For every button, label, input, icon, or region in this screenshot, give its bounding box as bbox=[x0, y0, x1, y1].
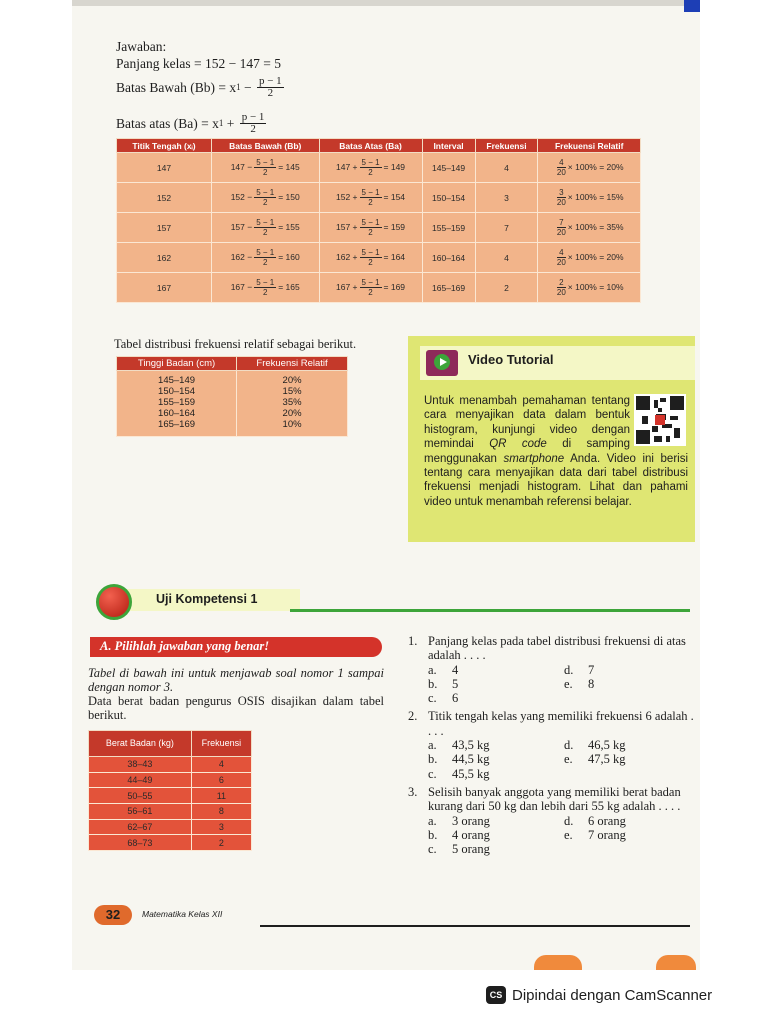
qr-module bbox=[670, 416, 678, 420]
bb-op: − bbox=[240, 79, 255, 95]
titik-tengah-cell: 162 bbox=[117, 243, 212, 273]
table-header-row bbox=[89, 731, 252, 757]
answer-option[interactable] bbox=[428, 752, 564, 766]
table-row bbox=[117, 243, 641, 273]
option-text: 5 bbox=[452, 676, 459, 691]
option-grid bbox=[408, 738, 700, 781]
ba-frac-den: 2 bbox=[368, 198, 373, 207]
qr-module bbox=[666, 436, 670, 442]
top-corner-mark bbox=[684, 0, 700, 12]
ba-pre: 157 + bbox=[336, 221, 358, 232]
bb-pre: 157 − bbox=[230, 221, 253, 232]
batas-atas-cell bbox=[319, 213, 422, 243]
ba-op: + bbox=[223, 115, 238, 131]
class-boundary-table bbox=[116, 138, 641, 303]
option-letter: a. bbox=[428, 738, 437, 753]
berat-cell: 56–61 bbox=[89, 804, 192, 820]
batas-atas-cell bbox=[319, 153, 422, 183]
option-letter: c. bbox=[428, 691, 437, 706]
fr-post: × 100% = 10% bbox=[567, 281, 624, 292]
ba-frac-den: 2 bbox=[368, 258, 373, 267]
bb-left: Batas Bawah (Bb) = x bbox=[116, 79, 237, 95]
option-text: 8 bbox=[588, 676, 595, 691]
ba-frac bbox=[360, 248, 382, 267]
option-text: 4 bbox=[452, 662, 459, 677]
uji-kompetensi-banner bbox=[90, 576, 690, 622]
frekuensi-relatif-cell bbox=[538, 183, 641, 213]
play-book-icon bbox=[426, 350, 458, 376]
bb-frac-num: 5 − 1 bbox=[256, 158, 275, 167]
titik-tengah-cell: 147 bbox=[117, 153, 212, 183]
relatif-value: 15% bbox=[282, 386, 302, 397]
qr-module bbox=[636, 396, 650, 410]
frekuensi-cell: 4 bbox=[475, 243, 538, 273]
page-footer bbox=[90, 905, 690, 925]
option-letter: d. bbox=[564, 813, 574, 828]
bb-frac bbox=[254, 158, 276, 177]
option-letter: d. bbox=[564, 738, 574, 753]
header-cell: Frekuensi bbox=[475, 139, 538, 153]
fr-post: × 100% = 35% bbox=[567, 221, 624, 232]
header-frek-relatif: Frekuensi Relatif bbox=[237, 357, 348, 371]
footer-rule bbox=[260, 925, 690, 927]
relatif-value: 10% bbox=[282, 419, 302, 430]
section-a-header bbox=[90, 637, 382, 657]
bb-frac bbox=[254, 278, 276, 297]
bb-frac-num: 5 − 1 bbox=[256, 278, 275, 287]
bb-frac-den: 2 bbox=[267, 86, 274, 99]
answer-option[interactable] bbox=[564, 752, 684, 766]
ba-pre: 167 + bbox=[336, 281, 358, 292]
orange-blob bbox=[534, 955, 582, 970]
question-text: Selisih banyak anggota yang memiliki berat badan kurang dari 50 kg dan lebih dari 55 kg adalah . . . . bbox=[428, 784, 681, 814]
batas-bawah-cell bbox=[211, 213, 319, 243]
video-text-3: Anda. Video ini berisi tentang cara menyajikan data dari tabel distribusi frekuensi menjadi histogram. Lihat dan pahami video untuk menambah referensi belajar. bbox=[424, 452, 689, 508]
titik-tengah-cell: 167 bbox=[117, 273, 212, 303]
answer-option[interactable] bbox=[428, 842, 564, 856]
table-header-row bbox=[117, 357, 348, 371]
berat-cell: 62–67 bbox=[89, 819, 192, 835]
frekuensi-cell: 11 bbox=[191, 788, 251, 804]
ba-pre: 162 + bbox=[336, 251, 358, 262]
option-text: 44,5 kg bbox=[452, 752, 490, 767]
relatif-column bbox=[237, 371, 348, 437]
answer-option[interactable] bbox=[428, 814, 564, 828]
fr-frac bbox=[557, 248, 566, 267]
table-row bbox=[89, 788, 252, 804]
camscanner-logo-icon: CS bbox=[486, 986, 506, 1004]
bb-post: = 145 bbox=[278, 161, 300, 172]
option-text: 4 orang bbox=[452, 827, 490, 842]
top-strip bbox=[72, 0, 700, 6]
fr-frac bbox=[557, 188, 566, 207]
header-cell: Batas Bawah (Bb) bbox=[211, 139, 319, 153]
video-tutorial-title: Video Tutorial bbox=[468, 352, 554, 367]
ba-frac-num: 5 − 1 bbox=[361, 218, 380, 227]
fr-frac-den: 20 bbox=[556, 258, 566, 267]
header-tinggi: Tinggi Badan (cm) bbox=[117, 357, 237, 371]
bb-frac bbox=[254, 218, 276, 237]
fr-frac-den: 20 bbox=[556, 288, 566, 297]
qr-module bbox=[642, 416, 648, 424]
batas-bawah-cell bbox=[211, 273, 319, 303]
ba-frac bbox=[360, 158, 382, 177]
question-stem bbox=[408, 634, 700, 663]
tinggi-column bbox=[117, 371, 237, 437]
answer-option[interactable] bbox=[564, 677, 684, 691]
frekuensi-relatif-cell bbox=[538, 213, 641, 243]
frekuensi-cell: 3 bbox=[191, 819, 251, 835]
table-header-row bbox=[117, 139, 641, 153]
option-letter: e. bbox=[564, 676, 573, 691]
fr-frac bbox=[557, 158, 566, 177]
bb-post: = 165 bbox=[278, 281, 300, 292]
ba-post: = 159 bbox=[383, 221, 406, 232]
video-tutorial-box bbox=[408, 336, 695, 542]
bb-pre: 162 − bbox=[230, 251, 253, 262]
option-letter: c. bbox=[428, 842, 437, 857]
question-intro bbox=[88, 666, 384, 722]
fr-frac-num: 7 bbox=[559, 218, 564, 227]
frekuensi-cell: 4 bbox=[191, 757, 251, 773]
bb-sub: 1 bbox=[236, 81, 241, 92]
panjang-kelas: Panjang kelas = 152 − 147 = 5 bbox=[116, 56, 281, 71]
table-row bbox=[117, 183, 641, 213]
relatif-value: 20% bbox=[282, 375, 302, 386]
ba-post: = 164 bbox=[383, 251, 406, 262]
answer-option[interactable] bbox=[428, 828, 564, 842]
ba-frac-den: 2 bbox=[368, 228, 373, 237]
fr-frac-num: 3 bbox=[559, 188, 564, 197]
qr-module bbox=[658, 408, 662, 412]
answer-option[interactable] bbox=[428, 691, 564, 705]
fr-frac-num: 4 bbox=[559, 248, 564, 257]
question-stem bbox=[408, 785, 700, 814]
intro-italic: Tabel di bawah ini untuk menjawab soal nomor 1 sampai dengan nomor 3. bbox=[88, 666, 384, 694]
batas-atas-cell bbox=[319, 273, 422, 303]
frekuensi-cell: 3 bbox=[475, 183, 538, 213]
intro-plain: Data berat badan pengurus OSIS disajikan dalam tabel berikut. bbox=[88, 694, 384, 722]
fr-frac-num: 2 bbox=[559, 278, 564, 287]
bb-frac-den: 2 bbox=[263, 258, 268, 267]
video-text-smartphone: smartphone bbox=[503, 452, 565, 465]
question-text: Panjang kelas pada tabel distribusi frekuensi di atas adalah . . . . bbox=[428, 634, 686, 663]
frekuensi-relatif-cell bbox=[538, 273, 641, 303]
option-letter: b. bbox=[428, 752, 438, 767]
option-letter: c. bbox=[428, 766, 437, 781]
fr-frac-den: 20 bbox=[556, 168, 566, 177]
frekuensi-cell: 2 bbox=[475, 273, 538, 303]
fr-frac-num: 4 bbox=[559, 158, 564, 167]
fr-post: × 100% = 20% bbox=[567, 251, 624, 262]
interval-cell: 145–149 bbox=[422, 153, 475, 183]
bb-frac-den: 2 bbox=[263, 198, 268, 207]
qr-center-mark bbox=[655, 415, 665, 425]
camscanner-watermark bbox=[486, 986, 712, 1004]
bb-frac bbox=[254, 248, 276, 267]
banner-line bbox=[290, 609, 690, 612]
answer-option[interactable] bbox=[564, 663, 684, 677]
question-item bbox=[408, 785, 700, 856]
ba-sub: 1 bbox=[218, 117, 224, 128]
option-text: 45,5 kg bbox=[452, 766, 490, 781]
question-list bbox=[408, 634, 700, 860]
table-row bbox=[89, 819, 252, 835]
jawaban-heading: Jawaban: bbox=[116, 39, 167, 54]
option-text: 47,5 kg bbox=[588, 752, 626, 767]
interval-cell: 150–154 bbox=[422, 183, 475, 213]
qr-module bbox=[654, 436, 662, 442]
option-text: 7 bbox=[588, 662, 595, 677]
tinggi-value: 145–149 bbox=[158, 375, 196, 386]
batas-atas-formula bbox=[116, 108, 286, 138]
video-text-2: di samping menggunakan bbox=[424, 438, 630, 465]
bb-post: = 160 bbox=[278, 251, 300, 262]
tinggi-value: 165–169 bbox=[158, 419, 196, 430]
answer-option[interactable] bbox=[428, 767, 564, 781]
question-text: Titik tengah kelas yang memiliki frekuensi 6 adalah . . . . bbox=[428, 709, 694, 738]
ba-frac-num: 5 − 1 bbox=[361, 248, 380, 257]
bb-post: = 155 bbox=[278, 221, 300, 232]
batas-atas-cell bbox=[319, 243, 422, 273]
ba-pre: 152 + bbox=[336, 191, 358, 202]
ba-frac-num: 5 − 1 bbox=[361, 278, 380, 287]
option-text: 3 orang bbox=[452, 813, 490, 828]
frekuensi-relatif-cell bbox=[538, 153, 641, 183]
uji-kompetensi-title: Uji Kompetensi 1 bbox=[156, 592, 258, 606]
ba-post: = 149 bbox=[383, 161, 406, 172]
option-grid bbox=[408, 814, 700, 857]
video-tutorial-header bbox=[420, 346, 695, 380]
tinggi-value: 160–164 bbox=[158, 408, 196, 419]
frekuensi-cell: 2 bbox=[191, 835, 251, 851]
book-title: Matematika Kelas XII bbox=[142, 909, 223, 919]
relative-table-caption: Tabel distribusi frekuensi relatif sebagai berikut. bbox=[114, 337, 357, 351]
batas-bawah-cell bbox=[211, 243, 319, 273]
ba-post: = 154 bbox=[383, 191, 406, 202]
batas-bawah-cell bbox=[211, 183, 319, 213]
bb-frac bbox=[254, 188, 276, 207]
relative-frequency-table bbox=[116, 356, 348, 437]
option-text: 7 orang bbox=[588, 827, 626, 842]
header-frekuensi: Frekuensi bbox=[191, 731, 251, 757]
fr-frac bbox=[557, 218, 566, 237]
ba-frac-den: 2 bbox=[368, 168, 373, 177]
batas-atas-cell bbox=[319, 183, 422, 213]
berat-cell: 68–73 bbox=[89, 835, 192, 851]
option-text: 6 bbox=[452, 691, 459, 706]
red-ball-icon bbox=[96, 584, 132, 620]
qr-module bbox=[670, 396, 684, 410]
batas-bawah-formula bbox=[116, 72, 286, 102]
header-cell: Interval bbox=[422, 139, 475, 153]
answer-option[interactable] bbox=[428, 738, 564, 752]
ba-left: Batas atas (Ba) = x bbox=[116, 115, 219, 131]
answer-option[interactable] bbox=[564, 828, 684, 842]
frekuensi-cell: 7 bbox=[475, 213, 538, 243]
question-item bbox=[408, 634, 700, 705]
option-grid bbox=[408, 663, 700, 706]
table-row bbox=[89, 835, 252, 851]
table-row bbox=[117, 371, 348, 437]
ba-frac bbox=[360, 188, 382, 207]
fr-frac-den: 20 bbox=[556, 198, 566, 207]
table-row bbox=[89, 757, 252, 773]
fr-frac-den: 20 bbox=[556, 228, 566, 237]
qr-module bbox=[654, 400, 658, 408]
interval-cell: 160–164 bbox=[422, 243, 475, 273]
bb-pre: 152 − bbox=[230, 191, 253, 202]
question-number: 2. bbox=[408, 709, 418, 724]
relatif-value: 35% bbox=[282, 397, 302, 408]
table-row bbox=[117, 273, 641, 303]
ba-frac-num: 5 − 1 bbox=[361, 158, 380, 167]
fr-frac bbox=[557, 278, 566, 297]
answer-option[interactable] bbox=[428, 663, 564, 677]
bb-frac-den: 2 bbox=[263, 228, 268, 237]
header-berat: Berat Badan (kg) bbox=[89, 731, 192, 757]
berat-cell: 38–43 bbox=[89, 757, 192, 773]
titik-tengah-cell: 157 bbox=[117, 213, 212, 243]
orange-blob bbox=[656, 955, 696, 970]
bb-frac-den: 2 bbox=[263, 288, 268, 297]
ba-frac-num: 5 − 1 bbox=[361, 188, 380, 197]
ba-frac-num: p − 1 bbox=[241, 110, 265, 123]
relatif-value: 20% bbox=[282, 408, 302, 419]
interval-cell: 165–169 bbox=[422, 273, 475, 303]
option-letter: b. bbox=[428, 676, 438, 691]
ba-frac-den: 2 bbox=[250, 122, 256, 135]
frekuensi-cell: 4 bbox=[475, 153, 538, 183]
page-number: 32 bbox=[94, 905, 132, 925]
batas-bawah-cell bbox=[211, 153, 319, 183]
question-item bbox=[408, 709, 700, 780]
tinggi-value: 155–159 bbox=[158, 397, 196, 408]
interval-cell: 155–159 bbox=[422, 213, 475, 243]
table-row bbox=[117, 153, 641, 183]
option-text: 43,5 kg bbox=[452, 738, 490, 753]
bb-frac-num: 5 − 1 bbox=[256, 188, 275, 197]
option-letter: b. bbox=[428, 827, 438, 842]
option-text: 46,5 kg bbox=[588, 738, 626, 753]
table-row bbox=[89, 804, 252, 820]
question-stem bbox=[408, 709, 700, 738]
jawaban-block bbox=[116, 38, 286, 138]
bb-pre: 147 − bbox=[230, 161, 253, 172]
ba-post: = 169 bbox=[383, 281, 406, 292]
option-letter: d. bbox=[564, 662, 574, 677]
qr-module bbox=[674, 428, 680, 438]
answer-option[interactable] bbox=[428, 677, 564, 691]
bb-pre: 167 − bbox=[230, 281, 253, 292]
bottom-decoration bbox=[442, 955, 700, 970]
qr-module bbox=[636, 430, 650, 444]
berat-cell: 50–55 bbox=[89, 788, 192, 804]
bb-frac-num: 5 − 1 bbox=[256, 248, 275, 257]
frekuensi-cell: 6 bbox=[191, 772, 251, 788]
section-a-title: A. Pilihlah jawaban yang benar! bbox=[100, 639, 270, 653]
bb-frac-num: p − 1 bbox=[258, 74, 282, 87]
bb-fraction bbox=[257, 76, 284, 99]
option-text: 5 orang bbox=[452, 842, 490, 857]
question-number: 1. bbox=[408, 634, 418, 648]
qr-module bbox=[660, 398, 666, 402]
scanned-page bbox=[72, 0, 700, 970]
video-text-1: Untuk menambah pemahaman tentang cara menyajikan data dalam bentuk histogram, kunjungi video dengan memindai bbox=[424, 395, 630, 451]
fr-post: × 100% = 20% bbox=[567, 161, 624, 172]
play-icon bbox=[440, 358, 447, 366]
video-text-qr: QR code bbox=[489, 438, 547, 451]
table-row bbox=[89, 772, 252, 788]
ba-pre: 147 + bbox=[336, 161, 358, 172]
ba-frac bbox=[360, 218, 382, 237]
frekuensi-relatif-cell bbox=[538, 243, 641, 273]
header-cell: Frekuensi Relatif bbox=[538, 139, 641, 153]
option-letter: a. bbox=[428, 813, 437, 828]
answer-option[interactable] bbox=[564, 814, 684, 828]
option-letter: a. bbox=[428, 662, 437, 677]
titik-tengah-cell: 152 bbox=[117, 183, 212, 213]
bb-frac-num: 5 − 1 bbox=[256, 218, 275, 227]
header-cell: Batas Atas (Ba) bbox=[319, 139, 422, 153]
table-row bbox=[117, 213, 641, 243]
bb-frac-den: 2 bbox=[263, 168, 268, 177]
option-letter: e. bbox=[564, 827, 573, 842]
berat-cell: 44–49 bbox=[89, 772, 192, 788]
fr-post: × 100% = 15% bbox=[567, 191, 624, 202]
ba-frac-den: 2 bbox=[368, 288, 373, 297]
option-letter: e. bbox=[564, 752, 573, 767]
ba-fraction bbox=[240, 112, 267, 135]
frekuensi-cell: 8 bbox=[191, 804, 251, 820]
bb-post: = 150 bbox=[278, 191, 300, 202]
answer-option[interactable] bbox=[564, 738, 684, 752]
header-cell: Titik Tengah (xᵢ) bbox=[117, 139, 212, 153]
option-text: 6 orang bbox=[588, 813, 626, 828]
qr-module bbox=[652, 426, 658, 432]
ba-frac bbox=[360, 278, 382, 297]
question-number: 3. bbox=[408, 784, 418, 799]
weight-table bbox=[88, 730, 252, 851]
camscanner-text: Dipindai dengan CamScanner bbox=[512, 986, 713, 1004]
tinggi-value: 150–154 bbox=[158, 386, 196, 397]
qr-code-icon[interactable] bbox=[634, 394, 686, 446]
